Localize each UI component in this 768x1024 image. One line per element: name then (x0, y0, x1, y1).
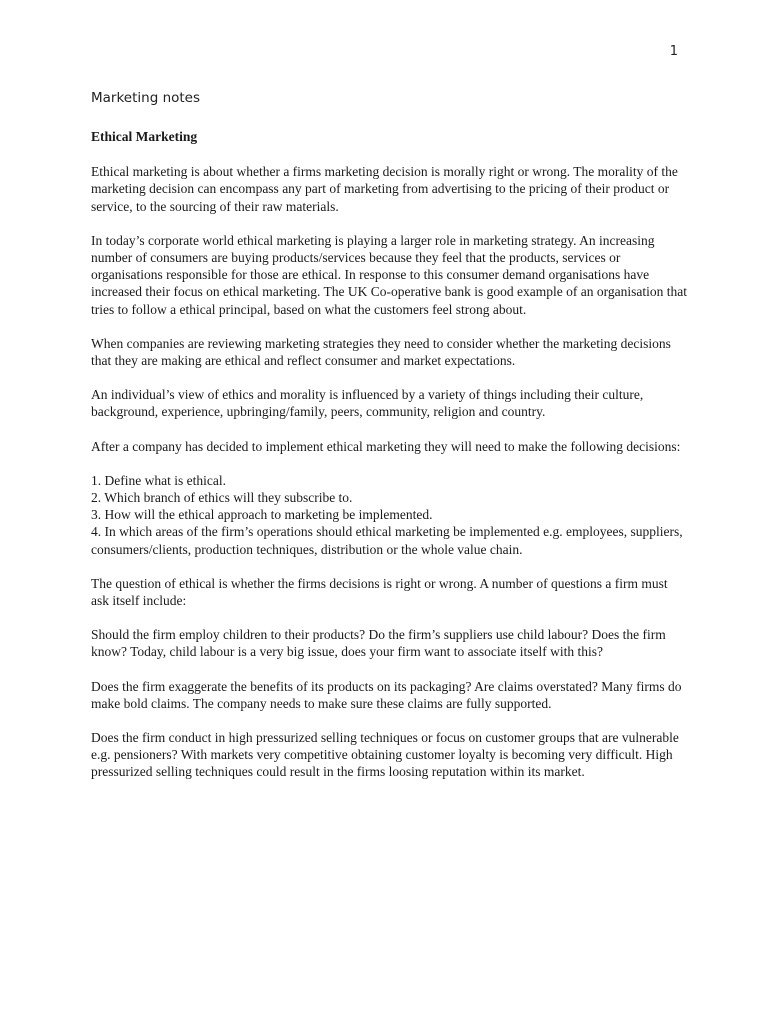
paragraph-decisions-intro: After a company has decided to implement ethical marketing they will need to make the following decisions: (91, 438, 681, 454)
list-item: 1. Define what is ethical. (91, 472, 226, 488)
paragraph-question-of-ethics: The question of ethical is whether the firms decisions is right or wrong. A number of questions a firm must ask itself include: (91, 575, 668, 609)
list-item: 3. How will the ethical approach to marketing be implemented. (91, 507, 433, 523)
paragraph-packaging-claims: Does the firm exaggerate the benefits of its products on its packaging? Are claims overstated? Many firms do make bold claims. The company needs to make sure these claims are fully supported. (91, 678, 682, 711)
list-item: 4. In which areas of the firm’s operations should ethical marketing be implemented e.g. employees, suppliers, consumers/clients, production techniques, distribution or the whole value chain. (91, 524, 683, 557)
paragraph-pressurized-selling: Does the firm conduct in high pressurized selling techniques or focus on customer groups that are vulnerable e.g. pensioners? With markets very competitive obtaining customer loyalty is becoming very difficult. High pressurized selling techniques could result in the firms loosing reputation within its market. (91, 730, 679, 780)
document-body (91, 128, 687, 798)
paragraph-intro: Ethical marketing is about whether a firms marketing decision is morally right or wrong. The morality of the marketing decision can encompass any part of marketing from advertising to the pricing of their product or service, to the sourcing of their raw materials. (91, 164, 678, 214)
section-heading: Ethical Marketing (91, 129, 198, 144)
paragraph-reviewing-strategies: When companies are reviewing marketing strategies they need to consider whether the marketing decisions that they are making are ethical and reflect consumer and market expectations. (91, 335, 671, 369)
paragraph-individual-view: An individual’s view of ethics and morality is influenced by a variety of things including their culture, background, experience, upbringing/family, peers, community, religion and country. (91, 387, 644, 420)
page-number: 1 (669, 44, 678, 59)
decisions-list (91, 472, 687, 558)
document-header-title: Marketing notes (91, 90, 201, 106)
list-item: 2. Which branch of ethics will they subscribe to. (91, 490, 353, 506)
paragraph-child-labour: Should the firm employ children to their products? Do the firm’s suppliers use child labour? Does the firm know? Today, child labour is a very big issue, does your firm want to associate itself with this? (91, 627, 666, 660)
paragraph-corporate-world: In today’s corporate world ethical marketing is playing a larger role in marketing strategy. An increasing number of consumers are buying products/services because they feel that the products, services or organisations responsible for those are ethical. In response to this consumer demand organisations have increased their focus on ethical marketing. The UK Co-operative bank is good example of an organisation that tries to follow a ethical principal, based on what the customers feel strong about. (91, 232, 687, 317)
